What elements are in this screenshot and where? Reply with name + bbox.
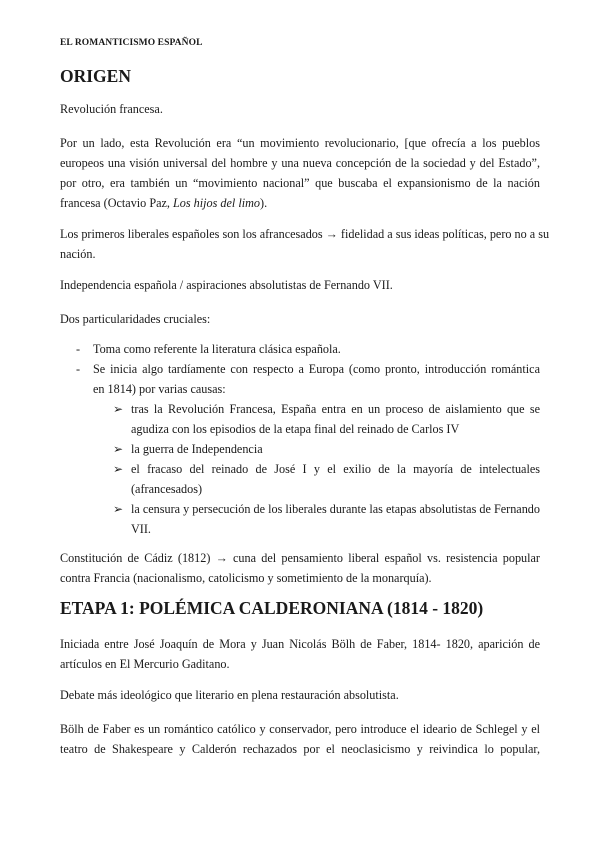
text-line: Constitución de Cádiz (1812) → cuna del pensamiento liberal español vs. resistencia popular [60,551,540,565]
text-line: la censura y persecución de los liberales durante las etapas absolutistas de Fernando [131,502,540,516]
text-line: nación. [60,247,96,261]
dash-marker: - [76,342,81,356]
paragraph-mora-faber [60,634,540,674]
text-line: Debate más ideológico que literario en plena restauración absolutista. [60,688,399,702]
arrow-bullet-icon: ➢ [113,462,124,476]
text-line: el fracaso del reinado de José I y el exilio de la mayoría de intelectuales [131,462,540,476]
text-line: agudiza con los episodios de la etapa final del reinado de Carlos IV [131,422,460,436]
running-header: EL ROMANTICISMO ESPAÑOL [60,38,203,48]
paragraph-bolh-de-faber [60,719,540,759]
paragraph [60,99,540,119]
text-line: por otro, era también un “movimiento nacional” que buscaba el expansionismo de la nación [60,176,540,190]
text-line: Revolución francesa. [60,102,163,116]
paragraph-afrancesados [60,224,550,264]
text-line: teatro de Shakespeare y Calderón rechazados por el neoclasicismo y reivindica lo popular, [60,742,540,756]
text-line: VII. [131,522,151,536]
text-line: europeos una visión universal del hombre y una nueva concepción de la sociedad y del Estado”, [60,156,540,170]
section-heading-origen: ORIGEN [60,66,131,86]
dash-marker: - [76,362,81,376]
text-line: tras la Revolución Francesa, España entra en un proceso de aislamiento que se [131,402,540,416]
text-line: la guerra de Independencia [131,442,263,456]
text-fragment: francesa (Octavio Paz, [60,196,174,210]
text-line [60,193,540,213]
section-heading-etapa-1: ETAPA 1: POLÉMICA CALDERONIANA (1814 - 1820) [60,598,484,618]
text-line: Toma como referente la literatura clásica española. [93,342,341,356]
text-line: Se inicia algo tardíamente con respecto a Europa (como pronto, introducción romántica [93,362,540,376]
paragraph-cadiz [60,548,540,588]
paragraph [60,275,540,295]
text-line: Los primeros liberales españoles son los afrancesados → fidelidad a sus ideas políticas, pero no a su [60,227,550,241]
paragraph-revolution [60,133,540,213]
arrow-bullet-icon: ➢ [113,442,124,456]
arrow-bullet-icon: ➢ [113,502,124,516]
text-fragment: ). [260,196,268,210]
text-line: Iniciada entre José Joaquín de Mora y Juan Nicolás Bölh de Faber, 1814- 1820, aparición de [60,637,540,651]
text-line: (afrancesados) [131,482,203,496]
text-line: Independencia española / aspiraciones absolutistas de Fernando VII. [60,278,393,292]
text-line: contra Francia (nacionalismo, catolicismo y sometimiento de la monarquía). [60,571,432,585]
text-line: artículos en El Mercurio Gaditano. [60,657,230,671]
text-line: Por un lado, esta Revolución era “un movimiento revolucionario, [que ofrecía a los pueblos [60,136,540,150]
text-line: Bölh de Faber es un romántico católico y conservador, pero introduce el ideario de Schlegel y el [60,722,540,736]
paragraph [60,685,540,705]
arrow-bullet-icon: ➢ [113,402,124,416]
paragraph [60,309,540,329]
text-line: Dos particularidades cruciales: [60,312,211,326]
text-line: en 1814) por varias causas: [93,382,226,396]
book-title: Los hijos del limo [173,196,261,210]
